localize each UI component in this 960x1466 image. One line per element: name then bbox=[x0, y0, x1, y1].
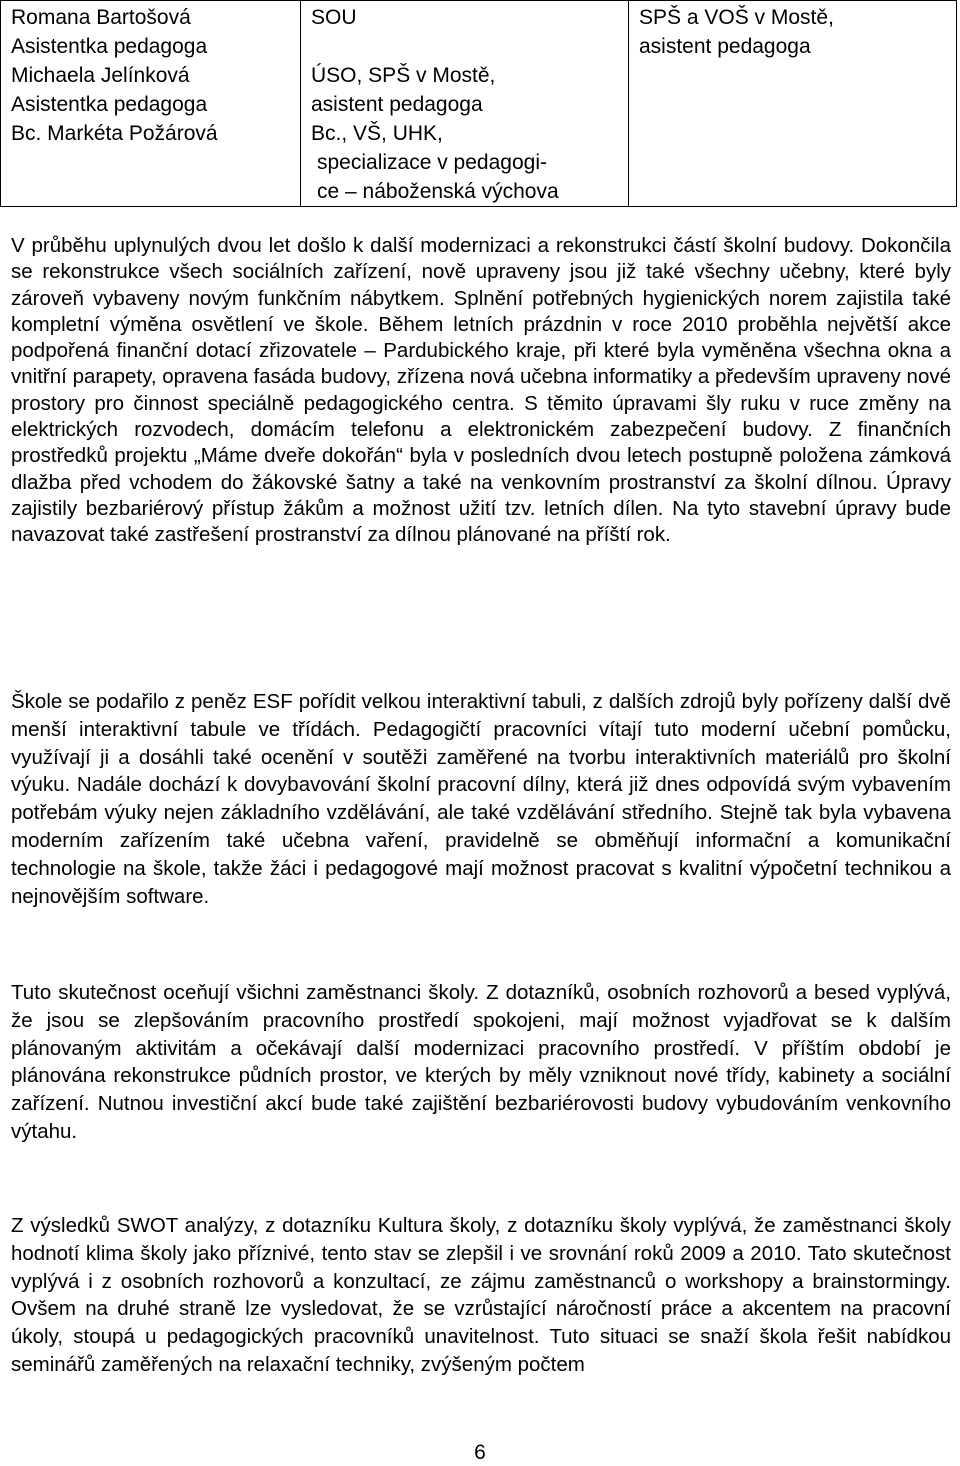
paragraph-modernization bbox=[11, 233, 951, 549]
education-line: asistent pedagoga bbox=[311, 93, 483, 116]
staff-name-line: Romana Bartošová bbox=[11, 6, 191, 29]
education-line bbox=[311, 32, 618, 61]
staff-other-cell bbox=[629, 1, 957, 207]
staff-name-line: Bc. Markéta Požárová bbox=[11, 122, 218, 145]
paragraph-text: Škole se podařilo z peněz ESF pořídit velkou interaktivní tabuli, z dalších zdrojů byly pořízeny další dvě menší interaktivní tabule ve třídách. Pedagogičtí pracovníci vítají tuto moderní učební pomůcku, využívají ji a dosáhli také ocenění v soutěži zaměřené na tvorbu interaktivních materiálů pro školní výuku. Nadále dochází k dovybavování školní pracovní dílny, která již dnes odpovídá svým vybavením potřebám výuky nejen základního vzdělávání, ale také vzdělávání středního. Stejně tak byla vybavena moderním zařízením také učebna vaření, pravidelně se obměňují informační a komunikační technologie na škole, takže žáci i pedagogové mají možnost pracovat s kvalitní výpočetní technikou a nejnovějším software. bbox=[11, 690, 951, 908]
paragraph-text: Z výsledků SWOT analýzy, z dotazníku Kultura školy, z dotazníku školy vyplývá, že zaměstnanci školy hodnotí klima školy jako příznivé, tento stav se zlepšil i ve srovnání roků 2009 a 2010. Tato skutečnost vyplývá i z osobních rozhovorů a konzultací, ze zájmu zaměstnanců o workshopy a brainstormingy. Ovšem na druhé straně lze vysledovat, že se vzrůstající náročností práce a akcentem na pracovní úkoly, stoupá u pedagogických pracovníků unavitelnost. Tuto situaci se snaží škola řešit nabídkou seminářů zaměřených na relaxační techniky, zvýšeným počtem bbox=[11, 1214, 951, 1376]
paragraph-text: Tuto skutečnost oceňují všichni zaměstnanci školy. Z dotazníků, osobních rozhovorů a besed vyplývá, že jsou se zlepšováním pracovního prostředí spokojeni, mají možnost vyjadřovat se k dalším plánovaným aktivitám a očekávají další modernizaci pracovního prostředí. V příštím období je plánována rekonstrukce půdních prostor, ve kterých by měly vzniknout nové třídy, kabinety a sociální zařízení. Nutnou investiční akcí bude také zajištění bezbariérovosti budovy vybudováním venkovního výtahu. bbox=[11, 981, 951, 1143]
staff-name-line: Michaela Jelínková bbox=[11, 64, 190, 87]
paragraph-interactive-boards bbox=[11, 688, 951, 910]
other-line: SPŠ a VOŠ v Mostě, bbox=[639, 6, 834, 29]
education-line: SOU bbox=[311, 6, 357, 29]
other-line: asistent pedagoga bbox=[639, 35, 811, 58]
staff-table bbox=[0, 0, 957, 207]
education-line: ce – náboženská výchova bbox=[317, 180, 559, 203]
staff-education-cell bbox=[301, 1, 629, 207]
staff-role-line: Asistentka pedagoga bbox=[11, 35, 208, 58]
table-row bbox=[1, 1, 957, 207]
paragraph-staff-satisfaction bbox=[11, 979, 951, 1146]
education-line: Bc., VŠ, UHK, bbox=[311, 122, 443, 145]
page-number: 6 bbox=[474, 1441, 486, 1464]
education-line: specializace v pedagogi- bbox=[317, 151, 547, 174]
paragraph-swot-results bbox=[11, 1212, 951, 1379]
staff-name-cell bbox=[1, 1, 301, 207]
staff-role-line: Asistentka pedagoga bbox=[11, 93, 208, 116]
paragraph-text: V průběhu uplynulých dvou let došlo k další modernizaci a rekonstrukci částí školní budovy. Dokončila se rekonstrukce všech sociálních zařízení, nově upraveny jsou již také všechny učebny, které byly zároveň vybaveny novým funkčním nábytkem. Splnění potřebných hygienických norem zajistila také kompletní výměna osvětlení ve škole. Během letních prázdnin v roce 2010 proběhla největší akce podpořená finanční dotací zřizovatele – Pardubického kraje, při které byla vyměněna všechna okna a vnitřní parapety, opravena fasáda budovy, zřízena nová učebna informatiky a především upraveny nové prostory pro činnost speciálně pedagogického centra. S těmito úpravami šly ruku v ruce změny na elektrických rozvodech, domácím telefonu a elektronickém zabezpečení budovy. Z finančních prostředků projektu „Máme dveře dokořán“ byla v posledních dvou letech postupně položena zámková dlažba před vchodem do žákovské šatny a také na venkovním prostranství za školní dílnou. Úpravy zajistily bezbariérový přístup žákům a možnost užití tzv. letních dílen. Na tyto stavební úpravy bude navazovat také zastřešení prostranství za dílnou plánované na příští rok. bbox=[11, 234, 951, 547]
education-line: ÚSO, SPŠ v Mostě, bbox=[311, 64, 496, 87]
